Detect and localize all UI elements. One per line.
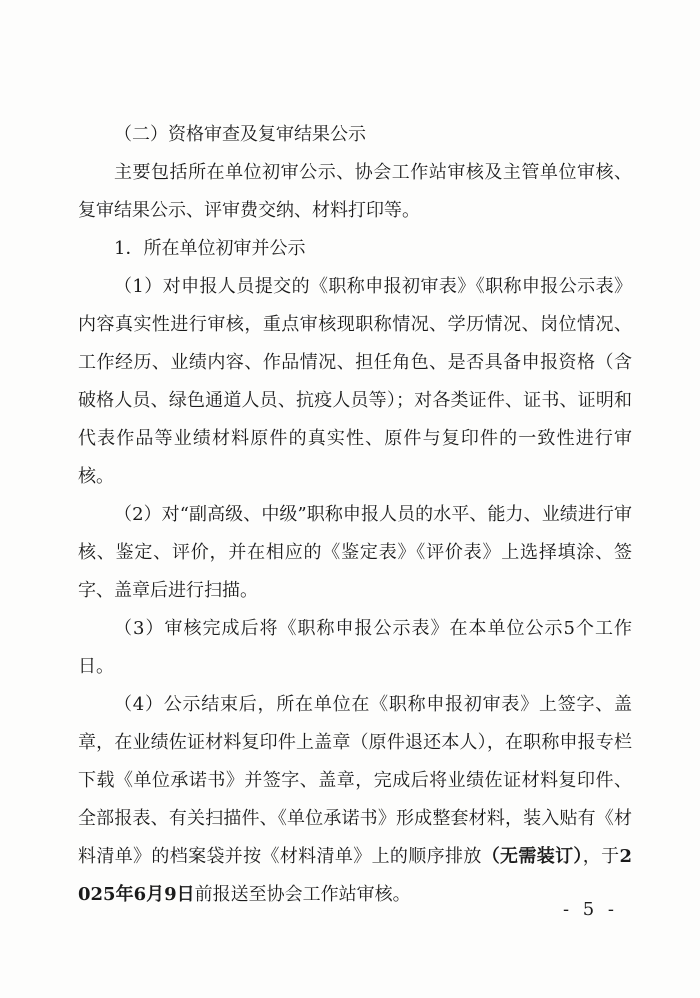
- intro-paragraph: 主要包括所在单位初审公示、协会工作站审核及主管单位审核、复审结果公示、评审费交纳、材料打印等。: [78, 162, 632, 221]
- paragraph-2: （2）对“副高级、中级”职称申报人员的水平、能力、业绩进行审核、鉴定、评价，并在相应的《鉴定表》《评价表》上选择填涂、签字、盖章后进行扫描。: [78, 504, 632, 601]
- paragraph-4-text-c: 前报送至协会工作站审核。: [194, 884, 411, 905]
- paragraph-4: [78, 686, 632, 914]
- paragraph-4-bold-note: （无需装订）: [481, 846, 583, 867]
- paragraph-4-text-b: ，于: [582, 846, 620, 867]
- page-number: - 5 -: [562, 899, 618, 920]
- paragraph-4-deadline: 2025年6月9日: [78, 846, 633, 905]
- paragraph-1: （1）对申报人员提交的《职称申报初审表》《职称申报公示表》内容真实性进行审核，重点审核现职称情况、学历情况、岗位情况、工作经历、业绩内容、作品情况、担任角色、是否具备申报资格（含破格人员、绿色通道人员、抗疫人员等）；对各类证件、证书、证明和代表作品等业绩材料原件的真实性、原件与复印件的一致性进行审核。: [78, 276, 632, 487]
- document-body: [78, 116, 632, 914]
- paragraph-3: （3）审核完成后将《职称申报公示表》在本单位公示5个工作日。: [78, 618, 632, 677]
- item1-heading: 1．所在单位初审并公示: [114, 238, 306, 259]
- paragraph-4-text-a: （4）公示结束后，所在单位在《职称申报初审表》上签字、盖章，在业绩佐证材料复印件上盖章（原件退还本人），在职称申报专栏下载《单位承诺书》并签字、盖章，完成后将业绩佐证材料复印件、全部报表、有关扫描件、《单位承诺书》形成整套材料，装入贴有《材料清单》的档案袋并按《材料清单》上的顺序排放: [78, 694, 632, 867]
- section-heading: （二）资格审查及复审结果公示: [114, 124, 366, 145]
